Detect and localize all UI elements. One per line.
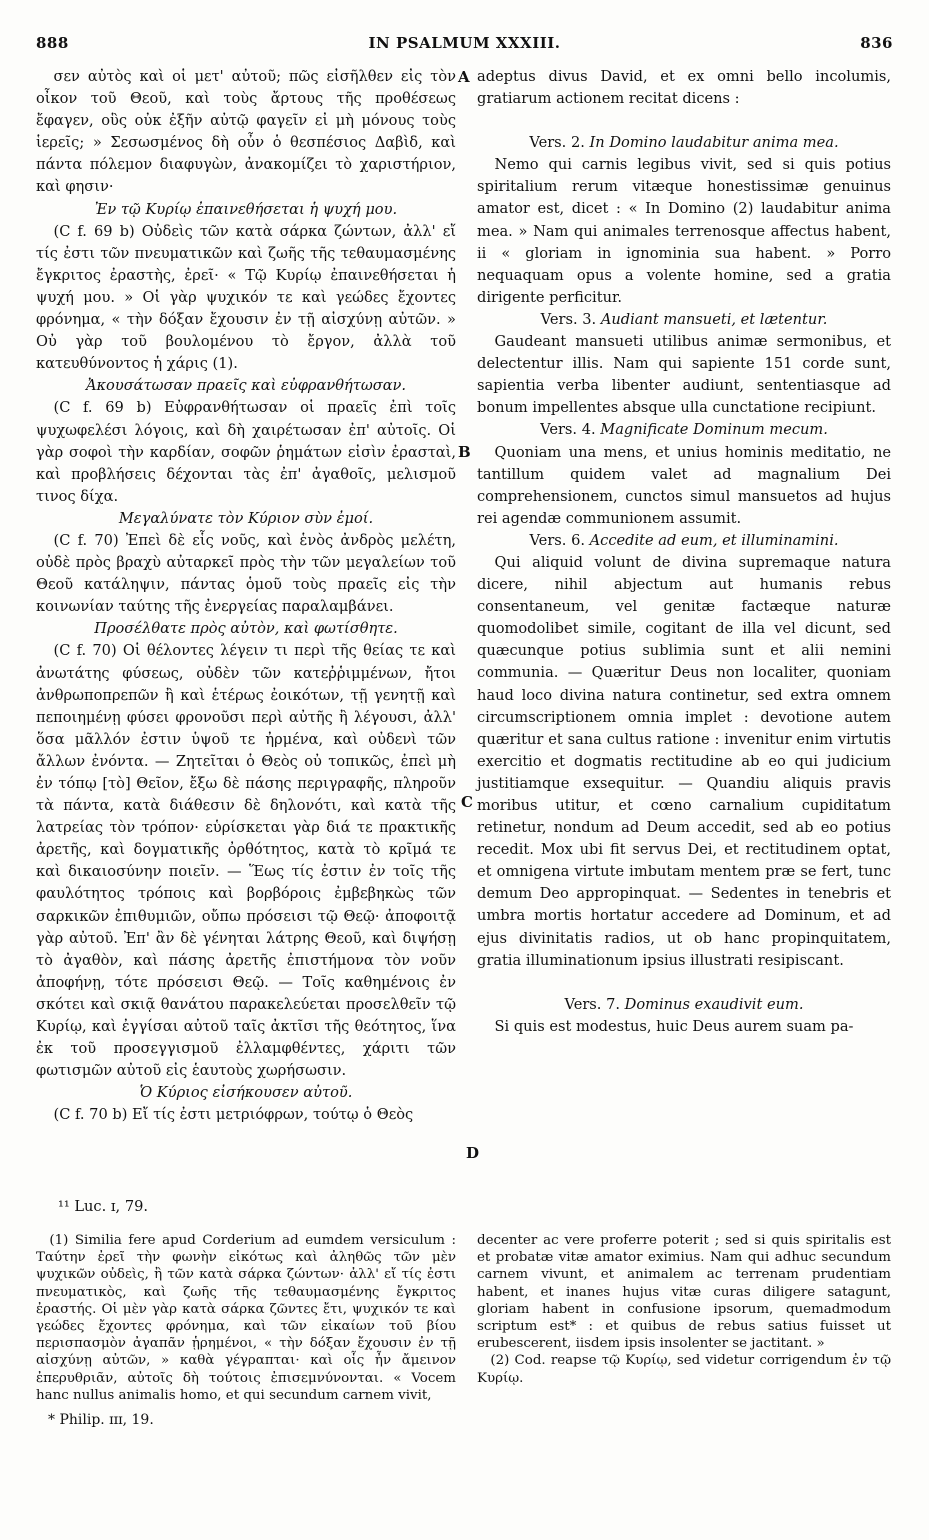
- footnote-1-continued: decenter ac vere proferre poterit ; sed si quis spiritalis est et probatæ vitæ amator eximius. Nam qui adhuc secundum carnem vivunt, et animalem ac terrenam prudentiam habent, et inanes hujus vitæ curas diligere satagunt, gloriam habent in confusione ipsorum, quemadmodum scriptum est* : et quibus de rebus satius fuisset ut erubescerent, iisdem ipsis insolenter se jactitant. »: [477, 1233, 891, 1352]
- page-number-right: 836: [860, 34, 893, 52]
- footnote-2: (2) Cod. reapse τῷ Κυρίῳ, sed videtur corrigendum ἐν τῷ Κυρίῳ.: [477, 1353, 891, 1386]
- greek-column: [36, 66, 456, 1127]
- latin-paragraph: Gaudeant mansueti utilibus animæ sermonibus, et delectentur illis. Nam qui sapiente 151 corde sunt, sapientia verba libenter audiunt, sententiasque ad bonum impellentes absque ulla cunctatione recipiunt.: [477, 333, 891, 417]
- latin-verse-heading: [477, 309, 891, 331]
- verse-text: Accedite ad eum, et illuminamini.: [589, 531, 839, 549]
- latin-spacer: [477, 972, 891, 994]
- margin-letter-d: D: [466, 1144, 480, 1162]
- greek-paragraph: (C f. 70) Οἱ θέλοντες λέγειν τι περὶ τῆς θείας τε καὶ ἀνωτάτης φύσεως, οὐδὲν τῶν κατεῤῥιμμένων, ἤτοι ἀνθρωποπρεπῶν ἢ καὶ ἑτέρως ἐοικότων, τῇ γενητῇ καὶ πεποιημένῃ φύσει φρονοῦσι περὶ αὐτῆς ἢ λέγουσι, ἀλλ' ὅσα μᾶλλόν ἐστιν ὑψοῦ τε ἠρμένα, καὶ οὐδενὶ τῶν ἄλλων ἐνόντα. — Ζητεῖται ὁ Θεὸς οὐ τοπικῶς, ἐπεὶ μὴ ἐν τόπῳ [τὸ] Θεῖον, ἔξω δὲ πάσης περιγραφῆς, πληροῦν τὰ πάντα, κατὰ διάθεσιν δὲ δηλονότι, καὶ κατὰ τῆς λατρείας τὸν τρόπον· εὑρίσκεται γὰρ διά τε πρακτικῆς ἀρετῆς, καὶ δογματικῆς ὀρθότητος, κατὰ τὸ κρῖμά τε καὶ δικαιοσύνην ποιεῖν. — Ἕως τίς ἐστιν ἐν τοῖς τῆς φαυλότητος τρόποις καὶ βορβόροις ἐμβεβηκὼς τῶν σαρκικῶν ἐπιθυμιῶν, οὔπω πρόσεισι τῷ Θεῷ· ἀποφοιτᾷ γὰρ αὐτοῦ. Ἐπ' ἂν δὲ γένηται λάτρης Θεοῦ, καὶ διψήσῃ τὸ ἀγαθὸν, καὶ πάσης ἀρετῆς ἐπιστήμονα τὸν νοῦν ἀποφήνῃ, τότε πρόσεισι Θεῷ. — Τοῖς καθημένοις ἐν σκότει καὶ σκιᾷ θανάτου παρακελεύεται προσελθεῖν τῷ Κυρίῳ, καὶ ἐγγίσαι αὐτοῦ ταῖς ἀκτῖσι τῆς θεότητος, ἵνα ἐκ τοῦ προσεγγισμοῦ ἐλλαμφθέντες, χάριτι τῶν φωτισμῶν αὐτοῦ εἰς ἑαυτοὺς χωρήσωσιν.: [36, 642, 456, 1080]
- greek-opening-paragraph: σεν αὐτὸς καὶ οἱ μετ' αὐτοῦ; πῶς εἰσῆλθεν εἰς τὸν οἶκον τοῦ Θεοῦ, καὶ τοὺς ἄρτους τῆς προθέσεως ἔφαγεν, οὓς οὐκ ἐξῆν αὐτῷ φαγεῖν εἰ μὴ μόνους τοὺς ἱερεῖς; » Σεσωσμένος δὴ οὖν ὁ θεσπέσιος Δαβὶδ, καὶ πάντα πόλεμον διαφυγὼν, ἀνακομίζει τὸ χαριστήριον, καὶ φησιν·: [36, 68, 456, 196]
- greek-verse-heading: Ἀκουσάτωσαν πραεῖς καὶ εὐφρανθήτωσαν.: [85, 377, 407, 395]
- greek-verse-heading: Ὁ Κύριος εἰσήκουσεν αὐτοῦ.: [139, 1084, 353, 1102]
- verse-text: Dominus exaudivit eum.: [624, 995, 804, 1013]
- verse-number: Vers. 3.: [540, 310, 597, 328]
- footnote-left: [36, 1232, 456, 1429]
- latin-paragraph: Quoniam una mens, et unius hominis meditatio, ne tantillum quidem valet ad magnalium Dei comprehensionem, cunctos simul mansuetos ad hujus rei agendæ communionem assumit.: [477, 443, 891, 527]
- greek-paragraph: (C f. 70 b) Εἴ τίς ἐστι μετριόφρων, τούτῳ ὁ Θεὸς: [53, 1106, 414, 1124]
- verse-text: In Domino laudabitur anima mea.: [589, 134, 839, 152]
- greek-verse-heading: Μεγαλύνατε τὸν Κύριον σὺν ἐμοί.: [118, 509, 374, 527]
- verse-number: Vers. 6.: [529, 531, 585, 549]
- greek-verse-heading: Προσέλθατε πρὸς αὐτὸν, καὶ φωτίσθητε.: [94, 620, 398, 638]
- latin-column: [477, 66, 891, 1038]
- latin-paragraph: Qui aliquid volunt de divina supremaque natura dicere, nihil abjectum aut humanis rebus consentaneum, vel genitæ factæque naturæ quomodolibet simile, cogitant de illa vel dicunt, sed quæcunque potius sublimia sunt et alii nemini communia. — Quæritur Deus non localiter, quoniam haud loco divina natura continetur, sed extra omnem circumscriptionem omnia implet : devotione autem quæritur et sana cultus ratione : invenitur enim virtutis exercitio et dogmatis rectitudine ab eo qui judicium justitiamque exsequitur. — Quandiu aliquis pravis moribus utitur, et cœno carnalium cupiditatum retinetur, nondum ad Deum accedit, sed ab eo potius recedit. Mox ubi fit servus Dei, et rectitudinem optat, et omnigena virtute imbutam mentem præ se fert, tunc demum Deo appropinquat. — Sedentes in tenebris et umbra mortis hortatur accedere ad Dominum, et ad ejus divinitatis radios, ut ob hanc propinquitatem, gratia illuminationum ipsius illustrati resipiscant.: [477, 553, 891, 969]
- margin-letter-c: C: [461, 793, 473, 811]
- margin-letter-a: A: [458, 68, 470, 86]
- latin-opening-paragraph: adeptus divus David, et ex omni bello incolumis, gratiarum actionem recitat dicens :: [477, 68, 891, 108]
- latin-verse-heading: [477, 132, 891, 154]
- verse-number: Vers. 7.: [564, 995, 621, 1013]
- page-header: [36, 34, 893, 56]
- latin-verse-heading: [477, 530, 891, 552]
- latin-paragraph: Nemo qui carnis legibus vivit, sed si quis potius spiritalium rerum vitæque honestissimæ genuinus amator est, dicet : « In Domino (2) laudabitur anima mea. » Nam qui animales terrenosque affectus habent, ii « gloriam in ignominia sua habent. » Porro nequaquam opus a volente homine, sed a gratia dirigente perficitur.: [477, 156, 891, 306]
- page-number-left: 888: [36, 34, 69, 52]
- latin-verse-heading: [477, 419, 891, 441]
- latin-paragraph: Si quis est modestus, huic Deus aurem suam pa-: [494, 1017, 854, 1035]
- verse-text: Magnificate Dominum mecum.: [600, 421, 828, 439]
- greek-paragraph: (C f. 70) Ἐπεὶ δὲ εἷς νοῦς, καὶ ἑνὸς ἀνδρὸς μελέτη, οὐδὲ πρὸς βραχὺ αὐταρκεῖ πρὸς τὴν τῶν μεγαλείων τοῦ Θεοῦ κατάληψιν, πάντας ὁμοῦ τοὺς πραεῖς εἰς τὴν κοινωνίαν ταύτης τῆς ἐνεργείας παραλαμβάνει.: [36, 531, 456, 616]
- greek-paragraph: (C f. 69 b) Εὐφρανθήτωσαν οἱ πραεῖς ἐπὶ τοῖς ψυχωφελέσι λόγοις, καὶ δὴ χαιρέτωσαν ἐπ' αὐτοῖς. Οἱ γὰρ σοφοὶ τὴν καρδίαν, σοφῶν ῥημάτων εἰσὶν ἐρασταὶ, καὶ προβλήσεις δέχονται τὰς ἐπ' ἀγαθοῖς, μελισμοῦ τινος δίχα.: [36, 399, 456, 505]
- footnote-1: (1) Similia fere apud Corderium ad eumdem versiculum : Ταύτην ἐρεῖ τὴν φωνὴν εἰκότως καὶ ἀληθῶς τῶν μὲν ψυχικῶν οὐδεὶς, ἢ τῶν κατὰ σάρκα ζώντων· ἀλλ' εἴ τίς ἐστι πνευματικὸς, καὶ ζωῆς τῆς τεθαυμασμένης ἔγκριτος ἐραστής. Οἱ μὲν γὰρ κατὰ σάρκα ζῶντες ἔτι, ψυχικόν τε καὶ γεώδες ἔχοντες φρόνημα, καὶ τῶν εἰκαίων τοῦ βίου περισπασμὸν ἀγαπᾶν ᾑρημένοι, « τὴν δόξαν ἔχουσιν ἐν τῇ αἰσχύνῃ αὐτῶν, » καθὰ γέγραπται· καὶ οἷς ἦν ἄμεινον ἐπερυθριᾶν, αὐτοῖς δὴ τούτοις ἐπισεμνύνονται. « Vocem hanc nullus animalis homo, et qui secundum carnem vivit,: [36, 1233, 456, 1403]
- greek-paragraph: (C f. 69 b) Οὐδεὶς τῶν κατὰ σάρκα ζώντων, ἀλλ' εἴ τίς ἐστι τῶν πνευματικῶν καὶ ζωῆς τῆς τεθαυμασμένης ἔγκριτος ἐραστὴς, ἐρεῖ· « Τῷ Κυρίῳ ἐπαινεθήσεται ἡ ψυχή μου. » Οἱ γὰρ ψυχικόν τε καὶ γεώδες ἔχοντες φρόνημα, « τὴν δόξαν ἔχουσιν ἐν τῇ αἰσχύνῃ αὐτῶν. » Οὐ γὰρ τοῦ βουλομένου τὸ ἔργον, ἀλλὰ τοῦ κατευθύνοντος ἡ χάρις (1).: [36, 222, 456, 373]
- scripture-reference-note: ¹¹ Luc. ɪ, 79.: [58, 1198, 149, 1215]
- greek-verse-heading: Ἐν τῷ Κυρίῳ ἐπαινεθήσεται ἡ ψυχή μου.: [94, 200, 398, 218]
- footnote-1-reference: * Philip. ɪɪɪ, 19.: [48, 1412, 154, 1429]
- margin-letter-b: B: [458, 443, 471, 461]
- latin-verse-heading: [477, 994, 891, 1016]
- verse-number: Vers. 4.: [540, 421, 596, 439]
- verse-text: Audiant mansueti, et lætentur.: [600, 310, 828, 328]
- footnote-right: [477, 1232, 891, 1387]
- verse-number: Vers. 2.: [529, 134, 585, 152]
- running-title: IN PSALMUM XXXIII.: [368, 34, 561, 52]
